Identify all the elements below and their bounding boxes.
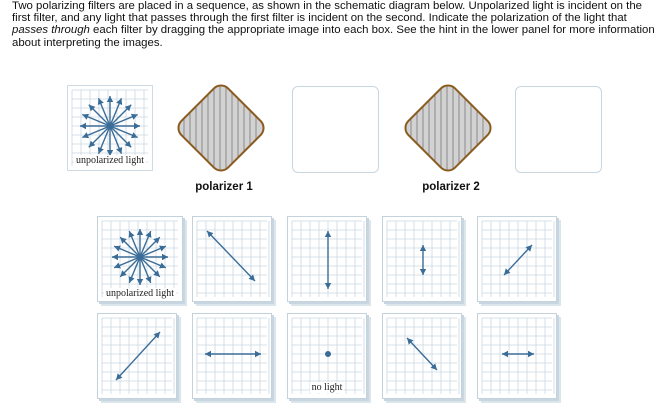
polarizer-1-label: polarizer 1 — [195, 181, 253, 193]
polarizer-2-filter — [395, 78, 503, 178]
draggable-card-diag-up-right-long[interactable] — [97, 313, 177, 399]
horizontal-arrow-icon — [478, 314, 556, 398]
diagonal-arrow-icon — [98, 314, 176, 398]
drop-box-after-polarizer-2[interactable] — [515, 86, 602, 173]
polarizer-2-label: polarizer 2 — [422, 181, 480, 193]
draggable-card-diag-up-right-short[interactable] — [477, 216, 557, 302]
draggable-card-diag-down-right-short[interactable] — [382, 313, 462, 399]
vertical-arrow-icon — [288, 217, 366, 301]
drop-box-after-polarizer-1[interactable] — [292, 86, 379, 173]
diagonal-arrow-icon — [383, 314, 461, 398]
diagonal-arrow-icon — [478, 217, 556, 301]
draggable-card-no-light[interactable] — [287, 313, 367, 399]
draggable-card-vertical-long[interactable] — [287, 216, 367, 302]
horizontal-arrow-icon — [193, 314, 271, 398]
vertical-arrow-icon — [383, 217, 461, 301]
card-caption: unpolarized light — [105, 288, 175, 299]
diagonal-arrow-icon — [193, 217, 271, 301]
instructions-text: Two polarizing filters are placed in a sequence, as shown in the schematic diagram below. Unpolarized light is incident on the first filter, and any light that passes through the first filter is incident on the second. Indicate the polarization of the light that passes through each filter by dragging the appropriate image into each box. See the hint in the lower panel for more information about interpreting the images. — [12, 0, 655, 49]
card-caption: no light — [311, 382, 343, 393]
draggable-card-unpolarized[interactable] — [97, 216, 183, 302]
draggable-card-vertical-short[interactable] — [382, 216, 462, 302]
polarizer-1-filter — [168, 78, 276, 178]
source-caption: unpolarized light — [75, 155, 145, 166]
draggable-card-horizontal-short[interactable] — [477, 313, 557, 399]
draggable-card-diag-down-right-long[interactable] — [192, 216, 272, 302]
source-unpolarized-image — [67, 85, 153, 171]
draggable-card-horizontal-long[interactable] — [192, 313, 272, 399]
